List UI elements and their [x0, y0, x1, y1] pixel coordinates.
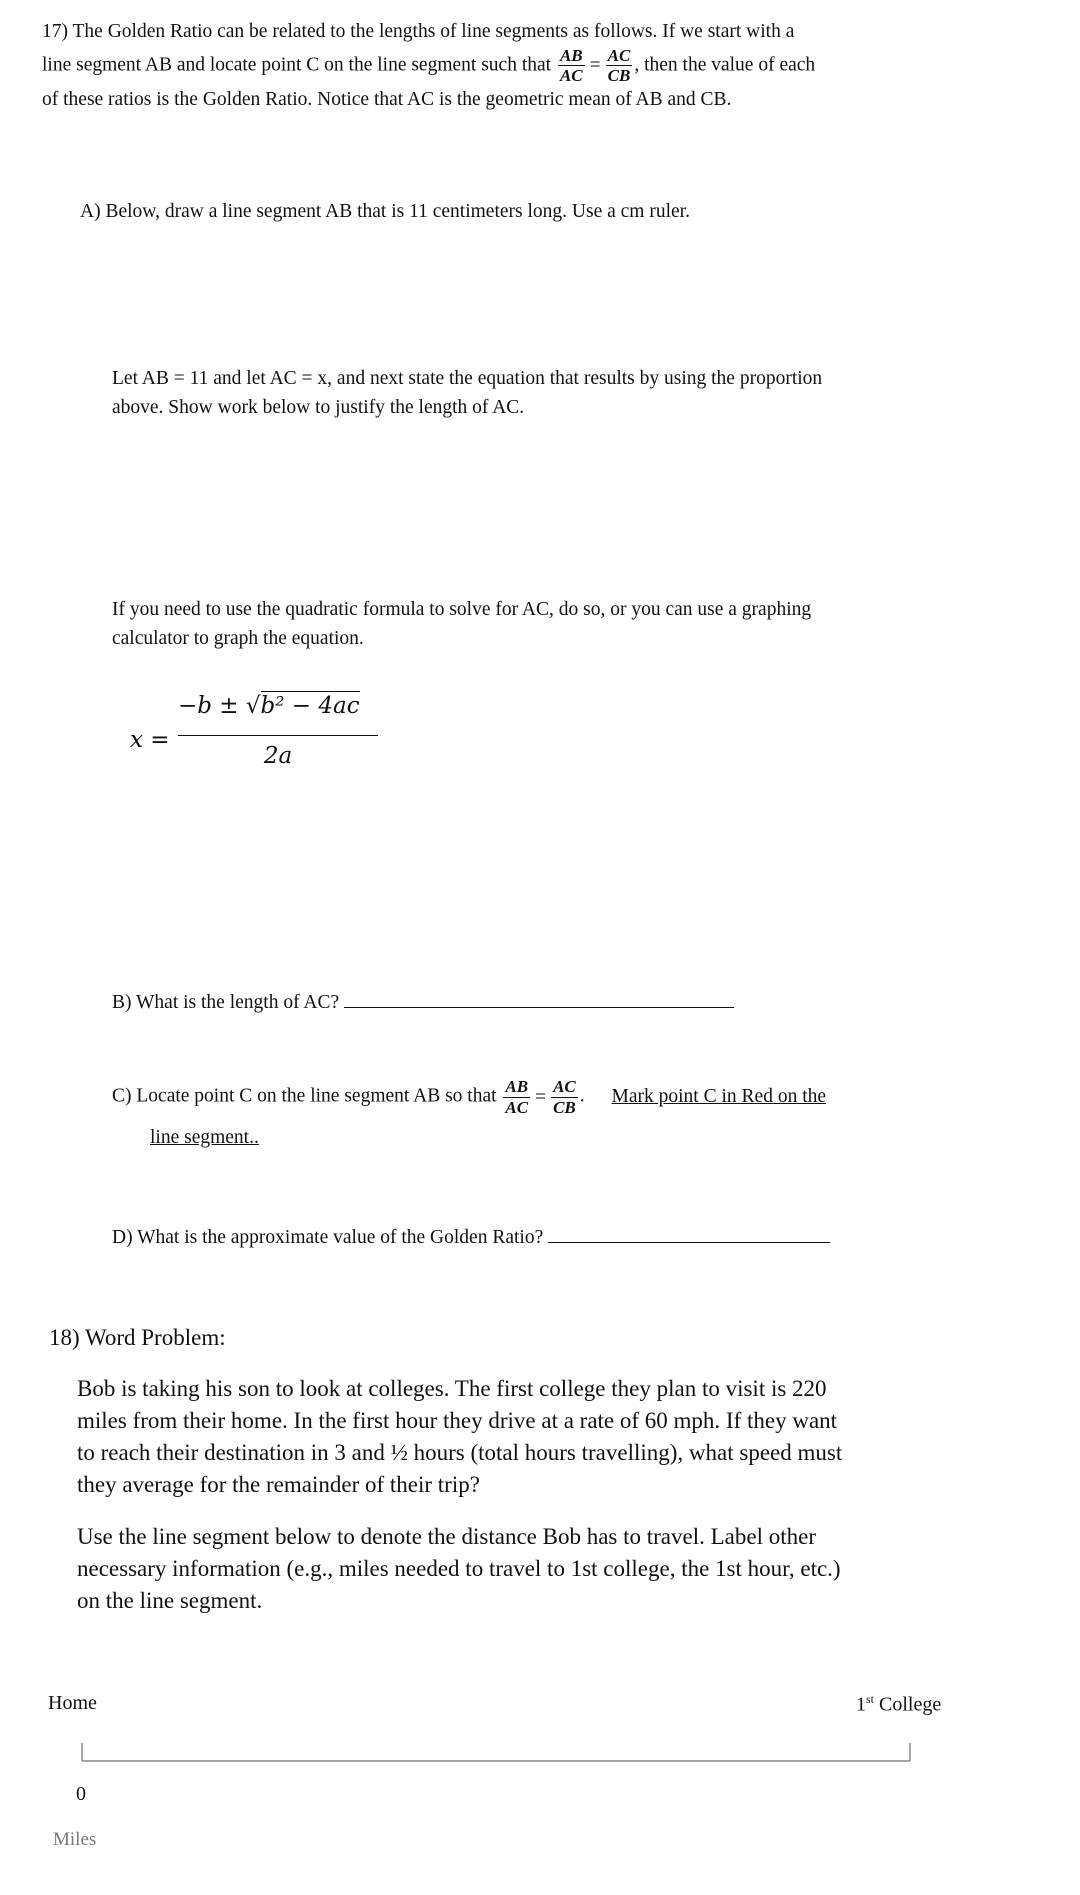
formula-numerator-pre: −b ± — [178, 693, 246, 719]
q17-quad-line1: If you need to use the quadratic formula to solve for AC, do so, or you can use a graphing — [112, 599, 812, 620]
formula-lhs: x = — [130, 727, 170, 753]
frac-denominator: AC — [505, 1097, 529, 1117]
frac-numerator: AB — [505, 1077, 529, 1096]
q17-intro-line2 — [42, 46, 1042, 86]
home-label: Home — [48, 1692, 97, 1714]
q17-let-line2: above. Show work below to justify the length of AC. — [112, 397, 525, 418]
q17-part-d — [112, 1223, 830, 1252]
q18-paragraph-1 — [77, 1373, 842, 1501]
q17-quad-line2: calculator to graph the equation. — [112, 628, 364, 649]
q17-let-statement — [112, 364, 822, 422]
formula-radicand: b² − 4ac — [260, 693, 360, 719]
college-label-text: College — [874, 1693, 942, 1716]
frac-numerator: AB — [559, 45, 583, 65]
answer-blank-golden-ratio[interactable] — [548, 1241, 830, 1243]
frac-numerator: AC — [553, 1077, 576, 1096]
formula-numerator — [178, 693, 360, 719]
q18-para1-line: Bob is taking his son to look at colleges. The first college they plan to visit is 220 — [77, 1376, 827, 1401]
answer-blank-ac-length[interactable] — [344, 1006, 734, 1008]
q18-heading: 18) Word Problem: — [49, 1325, 226, 1350]
radical-sign: √ — [245, 693, 261, 719]
equals-sign: = — [535, 1086, 547, 1108]
q17-part-c — [112, 1077, 1012, 1152]
zero-label: 0 — [76, 1783, 86, 1805]
q17-intro-line3: of these ratios is the Golden Ratio. Notice that AC is the geometric mean of AB and CB. — [42, 88, 732, 110]
q17-intro-line2-post: , then the value of each — [634, 54, 816, 76]
q18-para2-line: Use the line segment below to denote the distance Bob has to travel. Label other — [77, 1524, 816, 1549]
q17-part-c-line1 — [112, 1077, 1012, 1117]
quadratic-formula — [130, 693, 390, 793]
q17-part-c-pre: C) Locate point C on the line segment AB so that — [112, 1085, 497, 1107]
q17-part-b — [112, 988, 734, 1017]
college-label-ordinal: 1 — [856, 1693, 866, 1716]
ratio-ab-over-ac — [503, 1077, 530, 1117]
frac-denominator: AC — [559, 66, 583, 86]
college-label-suffix: st — [866, 1692, 875, 1706]
q17-let-line1: Let AB = 11 and let AC = x, and next state the equation that results by using the proportion — [112, 368, 823, 389]
ratio-ac-over-cb — [606, 46, 633, 86]
q18-para1-line: they average for the remainder of their trip? — [77, 1472, 480, 1497]
q17-part-c-post: . — [579, 1085, 585, 1107]
frac-numerator: AC — [607, 45, 631, 65]
q17-part-a: A) Below, draw a line segment AB that is 11 centimeters long. Use a cm ruler. — [80, 201, 690, 222]
q18-para1-line: miles from their home. In the first hour they drive at a rate of 60 mph. If they want — [77, 1408, 838, 1433]
formula-denominator: 2a — [263, 743, 293, 769]
q17-quadratic-instructions — [112, 595, 811, 653]
q17-intro — [42, 22, 1042, 109]
q17-part-c-mark: Mark point C in Red on the — [611, 1085, 827, 1107]
ratio-ab-over-ac — [558, 46, 585, 86]
frac-denominator: CB — [553, 1097, 576, 1117]
ratio-ac-over-cb — [551, 1077, 578, 1117]
distance-line-segment[interactable] — [70, 1735, 920, 1765]
q17-part-d-text: D) What is the approximate value of the Golden Ratio? — [112, 1227, 544, 1248]
q17-part-c-line2: line segment.. — [150, 1127, 259, 1149]
q17-part-b-text: B) What is the length of AC? — [112, 992, 340, 1013]
q18-para1-line: to reach their destination in 3 and ½ hours (total hours travelling), what speed must — [77, 1440, 843, 1465]
q17-intro-line1: 17) The Golden Ratio can be related to the lengths of line segments as follows. If we start with a — [42, 21, 795, 42]
q18-para2-line: necessary information (e.g., miles needed to travel to 1st college, the 1st hour, etc.) — [77, 1556, 841, 1581]
miles-label: Miles — [53, 1829, 97, 1850]
frac-denominator: CB — [607, 66, 631, 86]
q17-intro-line2-pre: line segment AB and locate point C on the line segment such that — [42, 54, 552, 76]
first-college-label — [856, 1692, 941, 1717]
q18-para2-line: on the line segment. — [77, 1588, 263, 1613]
q18-paragraph-2 — [77, 1521, 841, 1617]
equals-sign: = — [589, 54, 601, 76]
formula-fraction-bar — [178, 735, 378, 736]
